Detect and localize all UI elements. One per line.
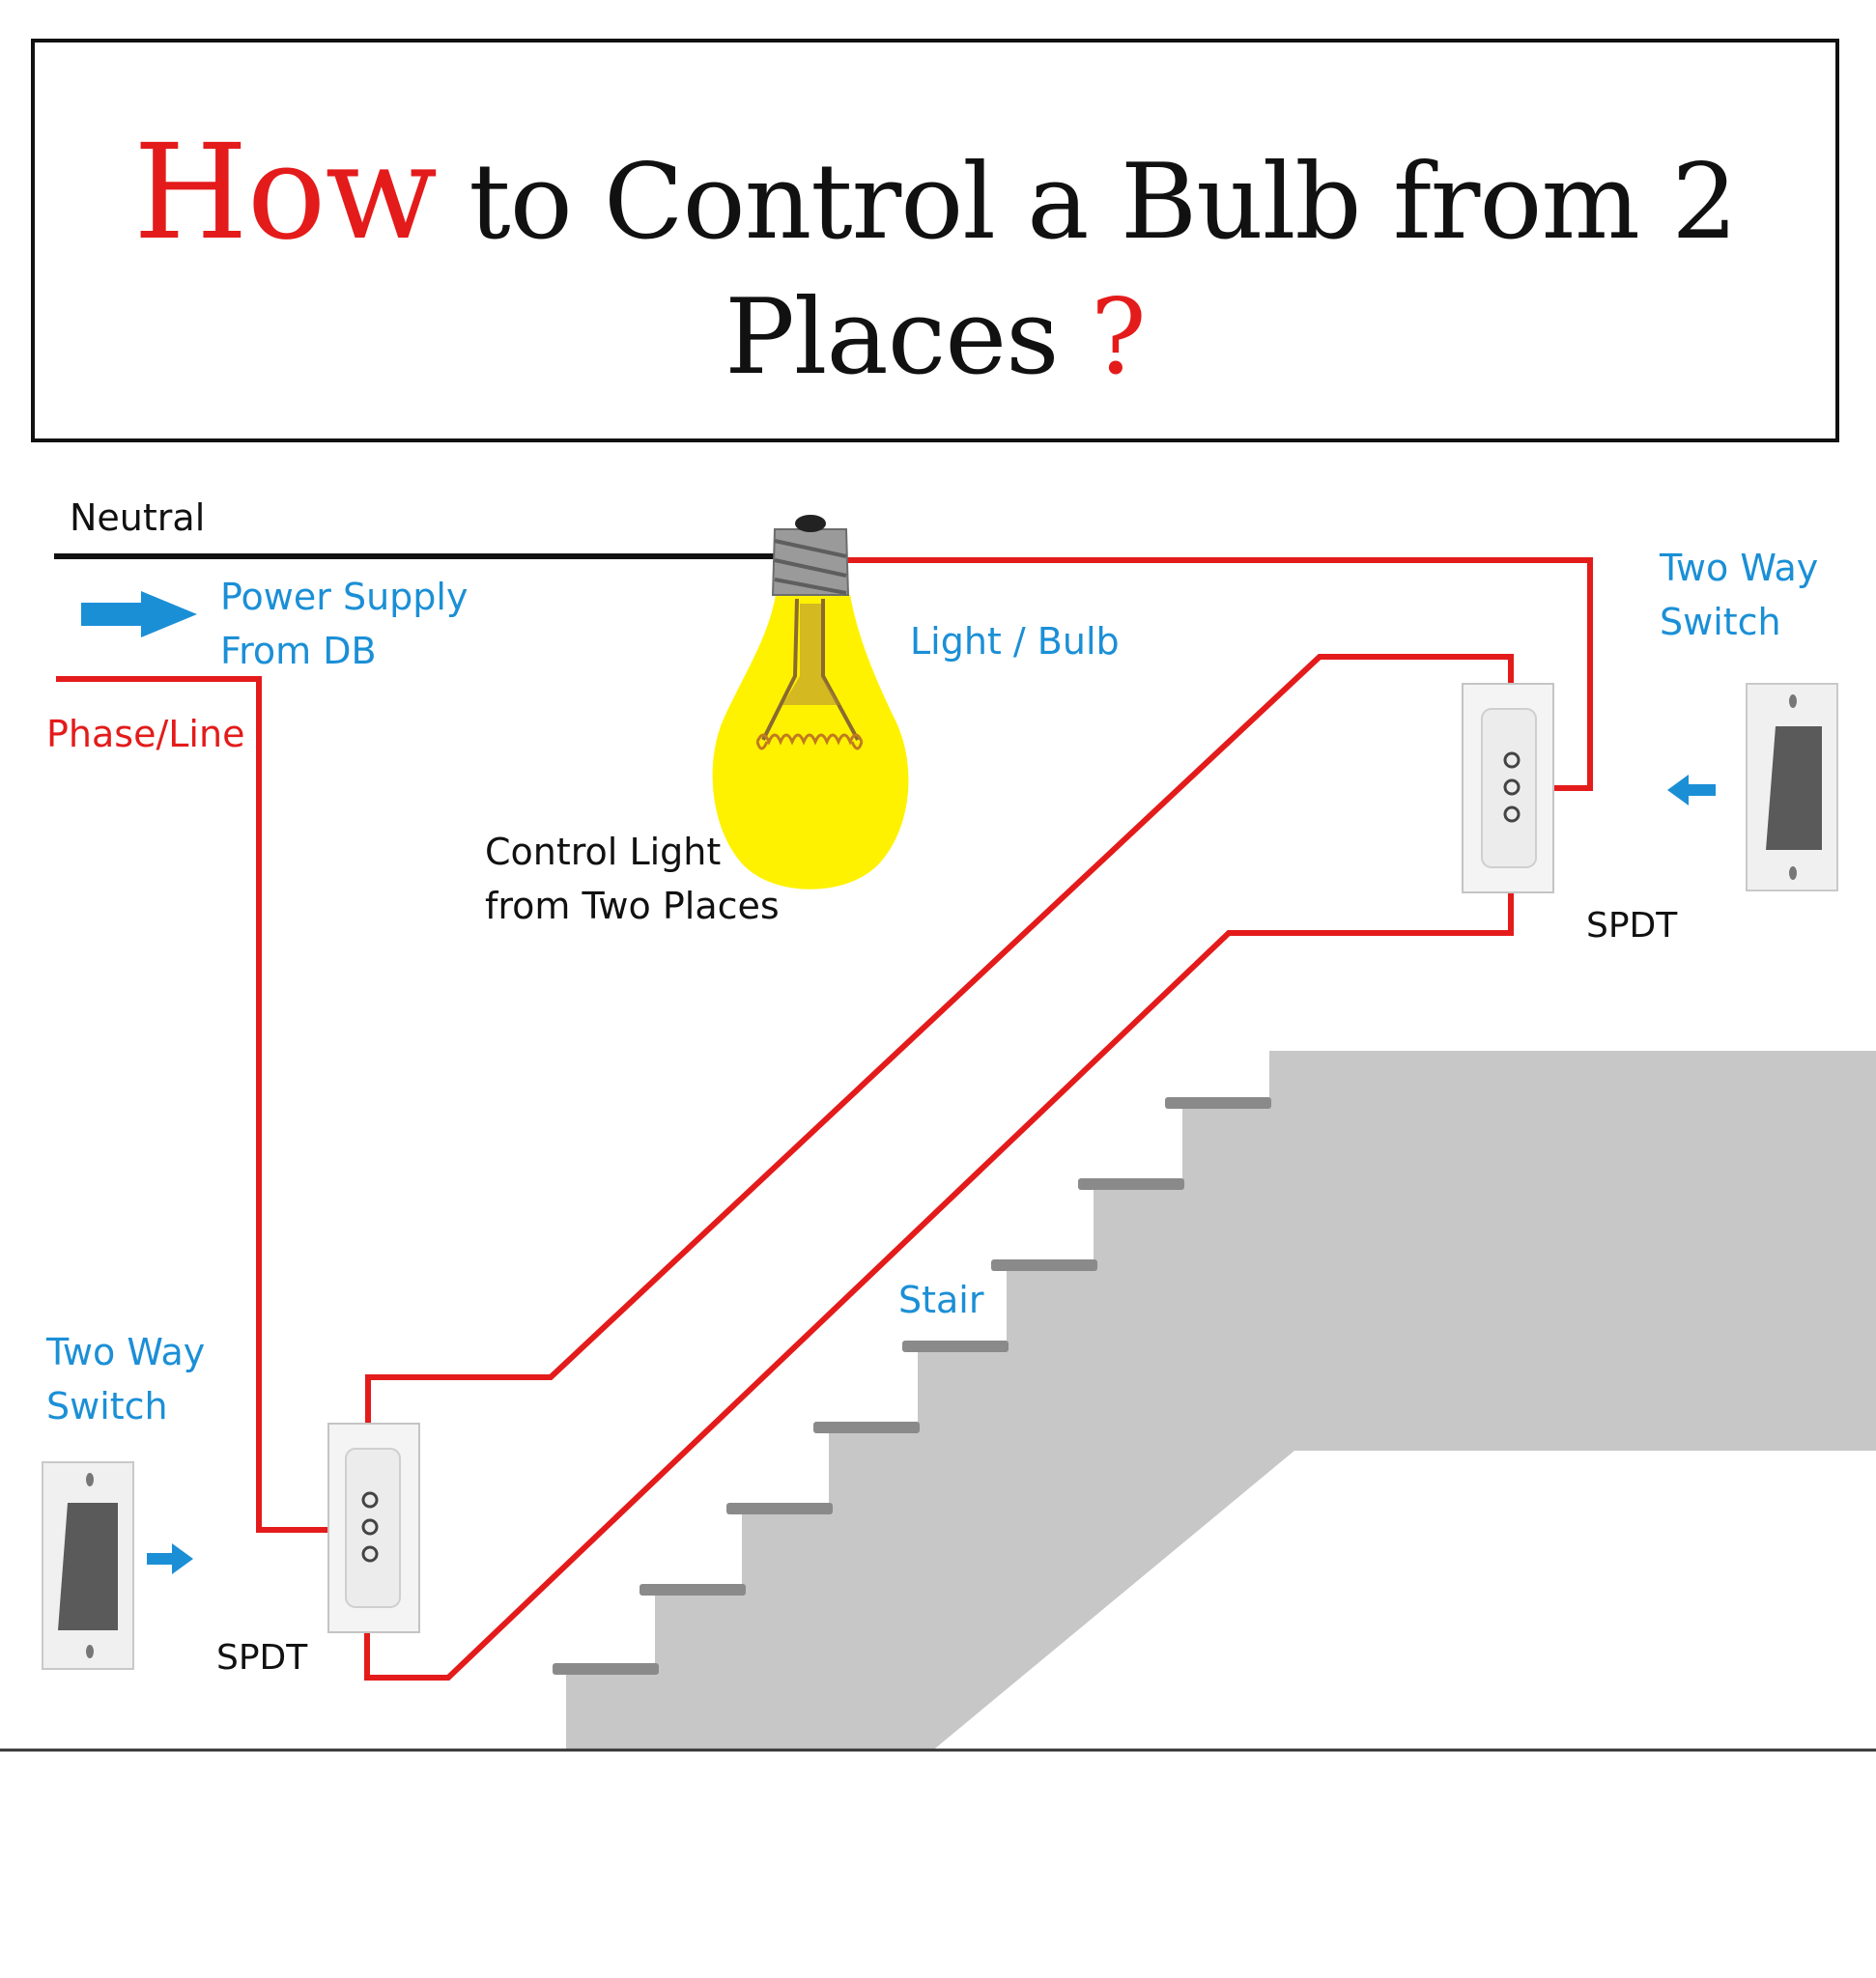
top-switch-label-line2: Switch (1660, 601, 1781, 643)
right-switch-screw (1789, 694, 1797, 708)
title-line-2-text: Places (725, 277, 1091, 398)
control-light-label-line2: from Two Places (485, 885, 780, 927)
stair-nosing (1078, 1178, 1184, 1190)
left-switch-rocker (58, 1503, 118, 1630)
left-two-way-switch (43, 1462, 133, 1669)
bottom-switch-label-line1: Two Way (46, 1331, 206, 1373)
neutral-label: Neutral (70, 496, 206, 539)
bottom-spdt-switch (328, 1424, 419, 1632)
power-supply-arrow-icon (81, 591, 197, 637)
stair-label: Stair (898, 1279, 984, 1321)
stair-nosing (553, 1663, 659, 1675)
right-two-way-switch (1747, 684, 1837, 890)
title-line-1-text: to Control a Bulb from 2 (436, 142, 1737, 263)
light-bulb-label: Light / Bulb (910, 620, 1120, 663)
phase-line-label: Phase/Line (46, 713, 245, 755)
stair-nosing (726, 1503, 833, 1514)
bottom-switch-label-line2: Switch (46, 1385, 168, 1427)
bottom-spdt-label: SPDT (216, 1638, 308, 1678)
stair-nosing (991, 1259, 1097, 1271)
power-supply-label-line2: From DB (220, 630, 377, 672)
power-supply-label-line1: Power Supply (220, 576, 469, 618)
stair-nosing (640, 1584, 746, 1596)
right-switch-screw (1789, 866, 1797, 880)
stair-nosing (813, 1422, 920, 1433)
title-accent-word: How (133, 117, 437, 269)
right-switch-rocker (1766, 726, 1822, 850)
left-switch-screw (86, 1473, 94, 1486)
stair-block (566, 1051, 1876, 1750)
right-switch-arrow-icon (1667, 775, 1716, 805)
top-switch-label-line1: Two Way (1660, 547, 1819, 589)
top-spdt-switch (1463, 684, 1553, 892)
left-switch-screw (86, 1645, 94, 1658)
bottom-spdt-inner (346, 1449, 400, 1607)
control-light-label-line1: Control Light (485, 831, 722, 873)
top-spdt-label: SPDT (1586, 906, 1678, 946)
bulb-contact-tip (795, 515, 826, 532)
title-question-mark: ? (1090, 277, 1146, 398)
top-spdt-inner (1482, 709, 1536, 867)
left-switch-arrow-icon (147, 1543, 193, 1574)
stair-nosing (902, 1341, 1009, 1352)
stair-nosing (1165, 1097, 1271, 1109)
light-bulb (713, 515, 909, 890)
